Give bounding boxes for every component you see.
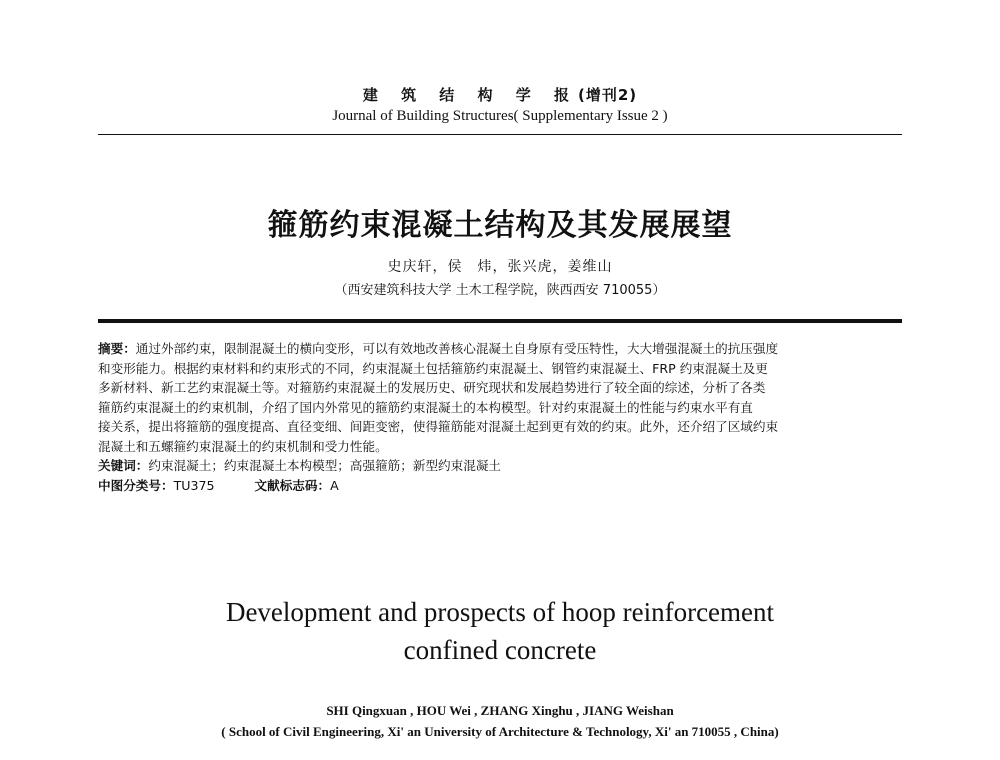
journal-name-en: Journal of Building Structures( Supplementary Issue 2 ) xyxy=(332,108,668,124)
abstract-label: 摘要： xyxy=(98,341,136,356)
keywords-text: 约束混凝土；约束混凝土本构模型；高强箍筋；新型约束混凝土 xyxy=(148,458,501,473)
affiliation-cn: （西安建筑科技大学 土木工程学院，陕西西安 710055） xyxy=(334,283,666,298)
classification-line xyxy=(98,476,902,496)
article-title-cn: 箍筋约束混凝土结构及其发展展望 xyxy=(267,208,733,243)
authors-en: SHI Qingxuan , HOU Wei , ZHANG Xinghu , JIANG Weishan xyxy=(326,703,674,718)
authors-cn: 史庆轩，侯 炜，张兴虎，姜维山 xyxy=(387,259,613,275)
keywords-line xyxy=(98,456,902,476)
abstract-line-4: 箍筋约束混凝土的约束机制，介绍了国内外常见的箍筋约束混凝土的本构模型。针对约束混凝土的性能与约束水平有直 xyxy=(98,399,753,415)
article-title-en xyxy=(0,593,1000,669)
title-rule xyxy=(98,319,902,323)
journal-name-cn xyxy=(0,84,1000,105)
clc-label: 中图分类号： xyxy=(98,477,174,493)
journal-title-cn: 建 筑 结 构 学 报 xyxy=(362,86,578,104)
affiliation-en: ( School of Civil Engineering, Xi' an University of Architecture & Technology, Xi' an 710055 , China) xyxy=(221,724,779,739)
abstract-line-1: 摘要：通过外部约束，限制混凝土的横向变形，可以有效地改善核心混凝土自身原有受压特性，大大增强混凝土的抗压强度 xyxy=(98,341,779,356)
journal-issue-cn: (增刊2) xyxy=(577,86,638,104)
title-en-line-1: Development and prospects of hoop reinforcement xyxy=(225,597,775,627)
abstract-line-2: 和变形能力。根据约束材料和约束形式的不同，约束混凝土包括箍筋约束混凝土、钢管约束混凝土、FRP 约束混凝土及更 xyxy=(98,360,768,376)
clc-value: TU375 xyxy=(173,477,215,493)
doc-code-value: A xyxy=(330,477,339,493)
abstract-line-3: 多新材料、新工艺约束混凝土等。对箍筋约束混凝土的发展历史、研究现状和发展趋势进行了较全面的综述，分析了各类 xyxy=(98,380,766,395)
abstract-section xyxy=(98,339,902,495)
abstract-line-6: 混凝土和五螺箍约束混凝土的约束机制和受力性能。 xyxy=(98,438,388,454)
abstract-line-5: 接关系，提出将箍筋的强度提高、直径变细、间距变密，使得箍筋能对混凝土起到更有效的约束。此外，还介绍了区域约束 xyxy=(98,419,779,434)
doc-code-label: 文献标志码： xyxy=(254,477,331,493)
title-en-line-2: confined concrete xyxy=(403,635,597,665)
header-rule xyxy=(98,134,902,135)
keywords-label: 关键词： xyxy=(98,458,149,473)
